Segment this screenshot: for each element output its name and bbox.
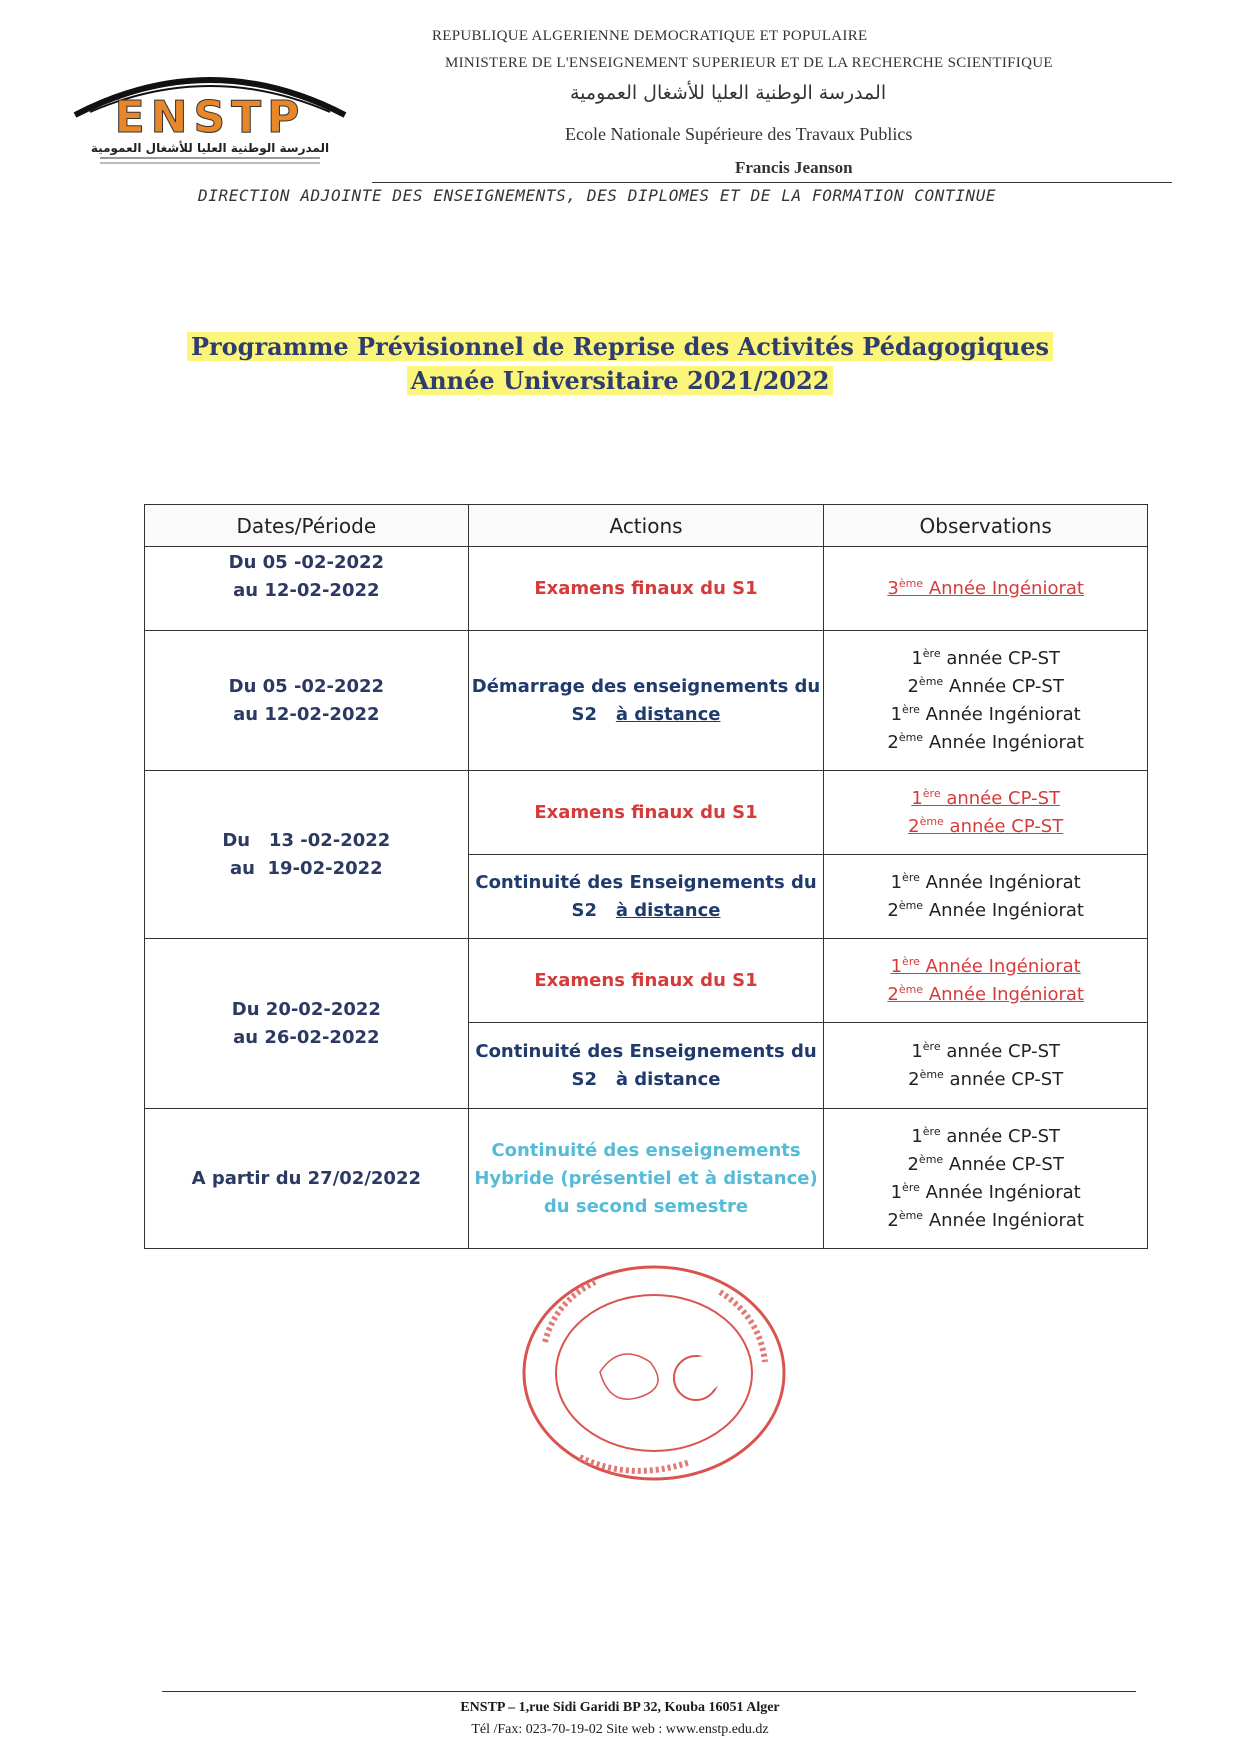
observation-line: 2ème Année CP-ST — [907, 674, 1064, 697]
observation-line: 1ère année CP-ST — [911, 1124, 1060, 1147]
header-observations: Observations — [824, 505, 1148, 547]
observation-line: 1ère Année Ingéniorat — [890, 1180, 1081, 1203]
footer-address: ENSTP – 1,rue Sidi Garidi BP 32, Kouba 16051 Alger — [460, 1700, 780, 1715]
date-cell: A partir du 27/02/2022 — [145, 1109, 469, 1249]
observation-line: 1ère Année Ingéniorat — [890, 870, 1081, 893]
observation-line: 2ème Année CP-ST — [907, 1152, 1064, 1175]
observation-line: 2ème Année Ingéniorat — [887, 898, 1084, 921]
header-divider — [372, 182, 1172, 183]
table-header-row — [145, 505, 1148, 547]
obs-cell — [824, 771, 1148, 855]
action-cell: Examens finaux du S1 — [468, 771, 824, 855]
date-cell: Du 13 -02-2022 au 19-02-2022 — [145, 771, 469, 939]
official-stamp — [520, 1262, 788, 1484]
obs-cell — [824, 1109, 1148, 1249]
action-cell: Continuité des enseignements Hybride (présentiel et à distance) du second semestre — [468, 1109, 824, 1249]
observation-line: 2ème Année Ingéniorat — [887, 730, 1084, 753]
logo-text: ENSTP — [114, 92, 306, 143]
table-row — [145, 771, 1148, 855]
observation-line: 1ère Année Ingéniorat — [890, 702, 1081, 725]
date-cell: Du 05 -02-2022 au 12-02-2022 — [145, 631, 469, 771]
observation-line: 2ème Année Ingéniorat — [887, 982, 1084, 1005]
schedule-table — [144, 504, 1148, 1249]
enstp-logo — [60, 60, 360, 170]
header-ministry: MINISTERE DE L'ENSEIGNEMENT SUPERIEUR ET DE LA RECHERCHE SCIENTIFIQUE — [445, 55, 1053, 71]
header-republic: REPUBLIQUE ALGERIENNE DEMOCRATIQUE ET POPULAIRE — [432, 28, 868, 44]
observation-line: 2ème année CP-ST — [908, 814, 1064, 837]
observation-line: 1ère Année Ingéniorat — [890, 954, 1081, 977]
table-row — [145, 939, 1148, 1023]
header-school: Ecole Nationale Supérieure des Travaux Publics — [565, 124, 913, 144]
footer-contact: Tél /Fax: 023-70-19-02 Site web : www.enstp.edu.dz — [471, 1722, 769, 1737]
observation-line: 1ère année CP-ST — [911, 646, 1060, 669]
action-cell: Continuité des Enseignements du S2 à distance — [468, 855, 824, 939]
date-cell: Du 20-02-2022 au 26-02-2022 — [145, 939, 469, 1109]
obs-cell — [824, 855, 1148, 939]
page-title: Programme Prévisionnel de Reprise des Activités Pédagogiques — [0, 332, 1240, 361]
observation-line: 2ème année CP-ST — [908, 1067, 1064, 1090]
observation-line: 1ère année CP-ST — [911, 1039, 1060, 1062]
header-arabic: المدرسة الوطنية العليا للأشغال العمومية — [570, 82, 887, 104]
table-row — [145, 1109, 1148, 1249]
obs-cell — [824, 1023, 1148, 1109]
obs-cell — [824, 631, 1148, 771]
action-cell: Démarrage des enseignements du S2 à distance — [468, 631, 824, 771]
footer-divider — [162, 1691, 1136, 1692]
obs-cell — [824, 547, 1148, 631]
observation-line: 2ème Année Ingéniorat — [887, 1208, 1084, 1231]
observation-line: 1ère année CP-ST — [911, 786, 1060, 809]
table-row — [145, 631, 1148, 771]
header-direction: DIRECTION ADJOINTE DES ENSEIGNEMENTS, DES DIPLOMES ET DE LA FORMATION CONTINUE — [198, 186, 997, 205]
header-name: Francis Jeanson — [735, 158, 853, 177]
action-cell: Examens finaux du S1 — [468, 939, 824, 1023]
header-actions: Actions — [468, 505, 824, 547]
action-cell: Continuité des Enseignements du S2 à distance — [468, 1023, 824, 1109]
date-cell: Du 05 -02-2022 au 12-02-2022 — [145, 547, 469, 631]
header-dates: Dates/Période — [145, 505, 469, 547]
obs-cell — [824, 939, 1148, 1023]
action-cell: Examens finaux du S1 — [468, 547, 824, 631]
observation-line: 3ème Année Ingéniorat — [887, 576, 1084, 599]
page-subtitle: Année Universitaire 2021/2022 — [0, 366, 1240, 395]
table-row — [145, 547, 1148, 631]
logo-arabic: المدرسة الوطنية العليا للأشغال العمومية — [90, 141, 330, 155]
